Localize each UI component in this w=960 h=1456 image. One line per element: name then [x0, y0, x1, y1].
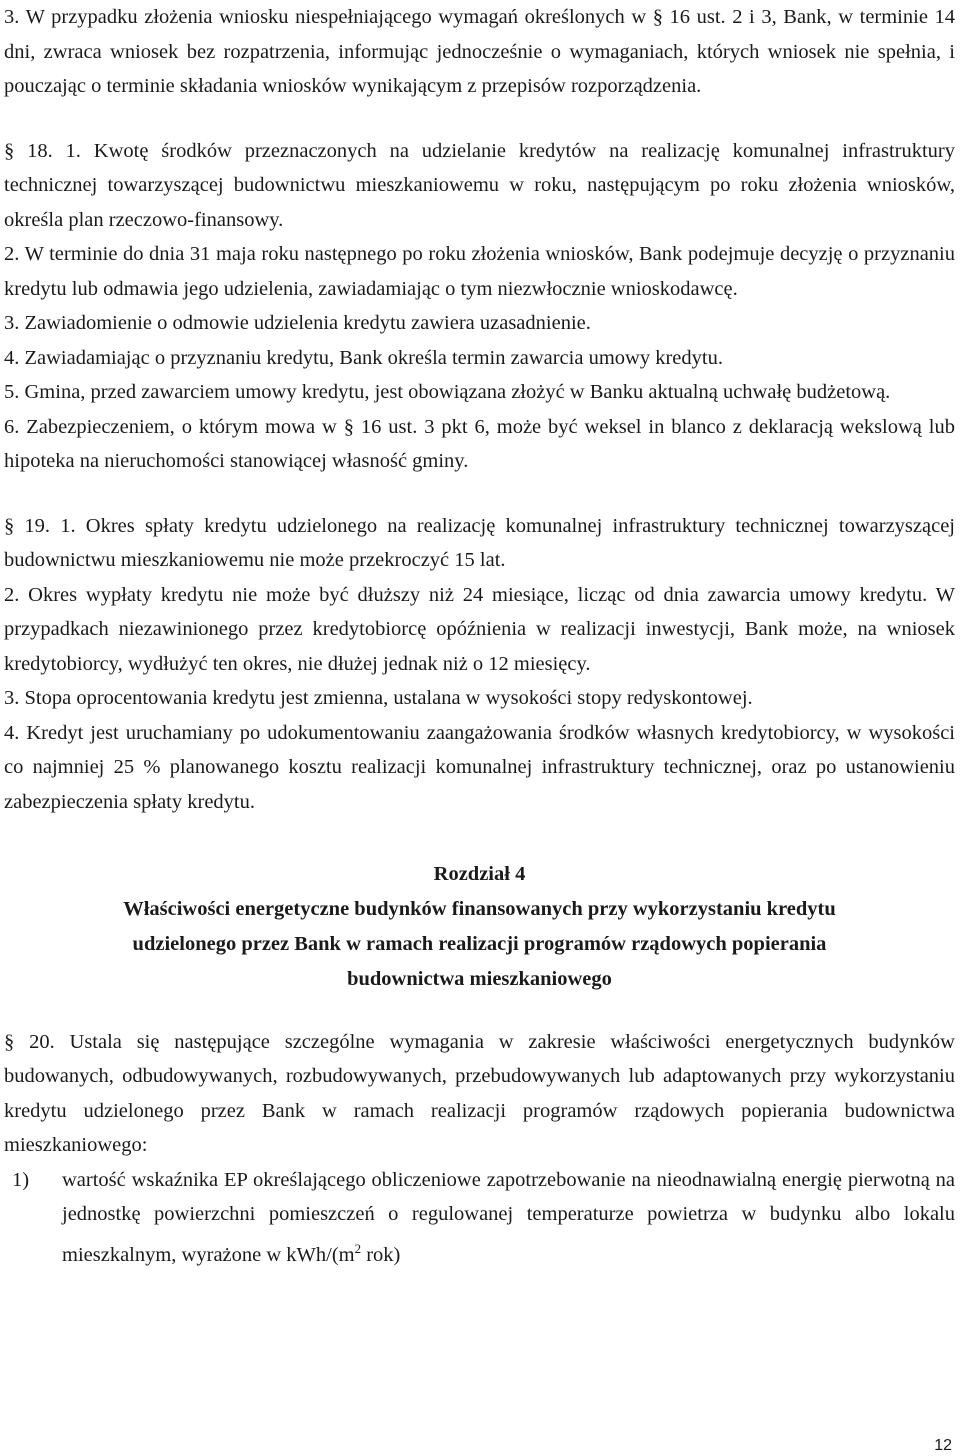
list-item-number: 1) — [12, 1168, 30, 1191]
superscript: 2 — [354, 1240, 362, 1256]
paragraph-18-1: § 18. 1. Kwotę środków przeznaczonych na udzielanie kredytów na realizację komunalnej infrastruktury technicznej towarzyszącej budownictwu mieszkaniowemu w roku, następującym po roku złożenia wniosków, określa plan rzeczowo-finansowy. — [4, 139, 955, 231]
document-page — [4, 0, 955, 1272]
list-item-text — [62, 1163, 955, 1272]
chapter-title-line-2: udzielonego przez Bank w ramach realizacji programów rządowych popierania — [132, 932, 827, 955]
paragraph-18-6: 6. Zabezpieczeniem, o którym mowa w § 16 ust. 3 pkt 6, może być weksel in blanco z deklaracją wekslową lub hipoteka na nieruchomości stanowiącej własność gminy. — [4, 415, 955, 472]
list-item-text-tail: rok) — [361, 1243, 401, 1266]
list-item-text-main: wartość wskaźnika EP określającego obliczeniowe zapotrzebowanie na nieodnawialną energię pierwotną na jednostkę powierzchni pomieszczeń o regulowanej temperaturze powietrza w budynku albo lokalu mieszkalnym, wyrażone w kWh/(m — [62, 1168, 955, 1266]
paragraph-18-3: 3. Zawiadomienie o odmowie udzielenia kredytu zawiera uzasadnienie. — [4, 312, 591, 334]
page-number: 12 — [934, 1437, 952, 1454]
paragraph-19-3: 3. Stopa oprocentowania kredytu jest zmienna, ustalana w wysokości stopy redyskontowej. — [4, 687, 753, 709]
chapter-number: Rozdział 4 — [433, 863, 526, 885]
paragraph-18-5: 5. Gmina, przed zawarciem umowy kredytu, jest obowiązana złożyć w Banku aktualną uchwałę budżetową. — [4, 381, 891, 403]
paragraph-20: § 20. Ustala się następujące szczególne wymagania w zakresie właściwości energetycznych budynków budowanych, odbudowywanych, rozbudowywanych, przebudowywanych lub adaptowanych przy wykorzystaniu kredytu udzielonego przez Bank w ramach realizacji programów rządowych popierania budownictwa mieszkaniowego: — [4, 1030, 955, 1156]
chapter-title-line-1: Właściwości energetyczne budynków finansowanych przy wykorzystaniu kredytu — [123, 897, 836, 920]
paragraph-19-2: 2. Okres wypłaty kredytu nie może być dłuższy niż 24 miesiące, licząc od dnia zawarcia umowy kredytu. W przypadkach niezawinionego przez kredytobiorcę opóźnienia w realizacji inwestycji, Bank może, na wniosek kredytobiorcy, wydłużyć ten okres, nie dłużej jednak niż o 12 miesięcy. — [4, 583, 955, 675]
chapter-title-line-3: budownictwa mieszkaniowego — [347, 967, 612, 990]
paragraph-18-4: 4. Zawiadamiając o przyznaniu kredytu, Bank określa termin zawarcia umowy kredytu. — [4, 346, 723, 369]
list-item-1 — [4, 1163, 955, 1272]
paragraph-19-1: § 19. 1. Okres spłaty kredytu udzielonego na realizację komunalnej infrastruktury technicznej towarzyszącej budownictwu mieszkaniowemu nie może przekroczyć 15 lat. — [4, 514, 955, 571]
paragraph-18-2: 2. W terminie do dnia 31 maja roku następnego po roku złożenia wniosków, Bank podejmuje decyzję o przyznaniu kredytu lub odmawia jego udzielenia, zawiadamiając o tym niezwłocznie wnioskodawcę. — [4, 243, 955, 300]
paragraph-19-4: 4. Kredyt jest uruchamiany po udokumentowaniu zaangażowania środków własnych kredytobiorcy, w wysokości co najmniej 25 % planowanego kosztu realizacji komunalnej infrastruktury technicznej, oraz po ustanowieniu zabezpieczenia spłaty kredytu. — [4, 721, 955, 813]
paragraph-17-3: 3. W przypadku złożenia wniosku niespełniającego wymagań określonych w § 16 ust. 2 i 3, Bank, w terminie 14 dni, zwraca wniosek bez rozpatrzenia, informując jednocześnie o wymaganiach, których wniosek nie spełnia, i pouczając o terminie składania wniosków wynikającym z przepisów rozporządzenia. — [4, 6, 955, 97]
